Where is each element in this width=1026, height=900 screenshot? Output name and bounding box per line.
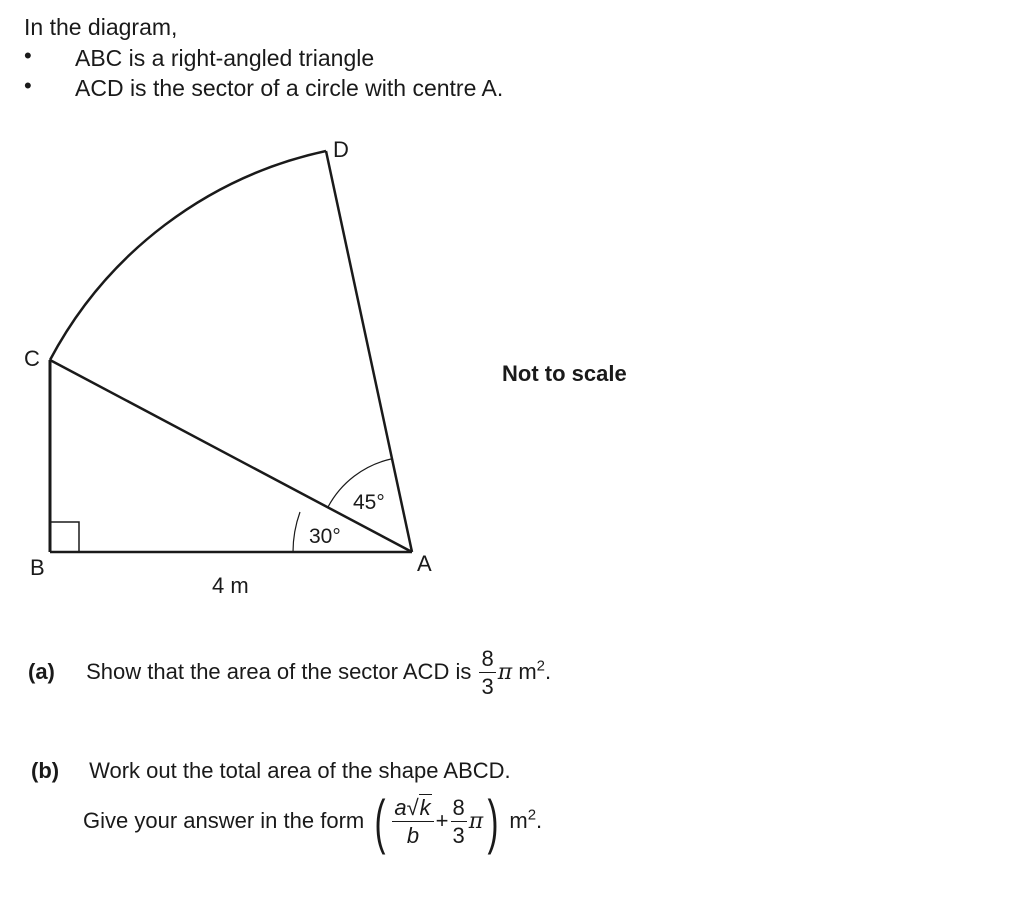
unit-m: m <box>509 807 528 833</box>
question-a <box>28 648 551 698</box>
pi-symbol: π <box>468 808 484 834</box>
bullet-dot-icon: • <box>24 73 32 98</box>
question-a-label: (a) <box>28 658 55 684</box>
plus-sign: + <box>435 807 449 833</box>
question-a-text: Show that the area of the sector ACD is <box>86 658 472 684</box>
fraction-a-root-k-over-b <box>392 797 433 847</box>
length-label-ab: 4 m <box>212 573 249 598</box>
bullet-text: ABC is a right-angled triangle <box>75 45 375 71</box>
sentence-end: . <box>544 658 552 684</box>
symbol-k: k <box>419 795 431 820</box>
unit-power: 2 <box>536 657 545 675</box>
question-b-text: Work out the total area of the shape ABCD. <box>89 758 511 783</box>
pi-symbol: π <box>497 659 513 685</box>
vertex-label-a: A <box>417 551 432 576</box>
side-ac <box>50 360 412 552</box>
angle-arc-30 <box>293 512 300 552</box>
question-b-form <box>83 788 543 855</box>
sector-arc-cd <box>50 151 326 360</box>
sentence-end: . <box>536 807 543 833</box>
fraction-8-3 <box>451 797 467 847</box>
fraction-denominator: 3 <box>452 823 465 848</box>
right-paren: ) <box>487 788 499 855</box>
not-to-scale-note: Not to scale <box>502 361 627 386</box>
intro-lead: In the diagram, <box>24 14 178 40</box>
bullet-text: ACD is the sector of a circle with centre A. <box>75 75 504 101</box>
fraction-denominator: 3 <box>481 674 494 699</box>
symbol-a: a <box>394 795 407 820</box>
fraction-numerator <box>392 797 433 822</box>
fraction-numerator: 8 <box>452 795 465 820</box>
square-root: √k <box>406 795 431 820</box>
question-b-label: (b) <box>31 758 60 783</box>
question-b <box>31 758 511 784</box>
fraction-8-3 <box>479 648 495 698</box>
question-b-form-text: Give your answer in the form <box>83 807 365 833</box>
right-angle-marker <box>50 522 79 552</box>
vertex-label-b: B <box>30 555 45 580</box>
angle-label-45: 45° <box>353 491 385 514</box>
fraction-numerator: 8 <box>481 646 494 671</box>
symbol-b: b <box>406 823 420 848</box>
bullet-dot-icon: • <box>24 43 32 68</box>
unit-m: m <box>518 658 537 684</box>
vertex-label-d: D <box>333 137 349 162</box>
vertex-label-c: C <box>24 346 40 371</box>
angle-label-30: 30° <box>309 525 341 548</box>
left-paren: ( <box>374 788 386 855</box>
unit-power: 2 <box>527 806 537 824</box>
